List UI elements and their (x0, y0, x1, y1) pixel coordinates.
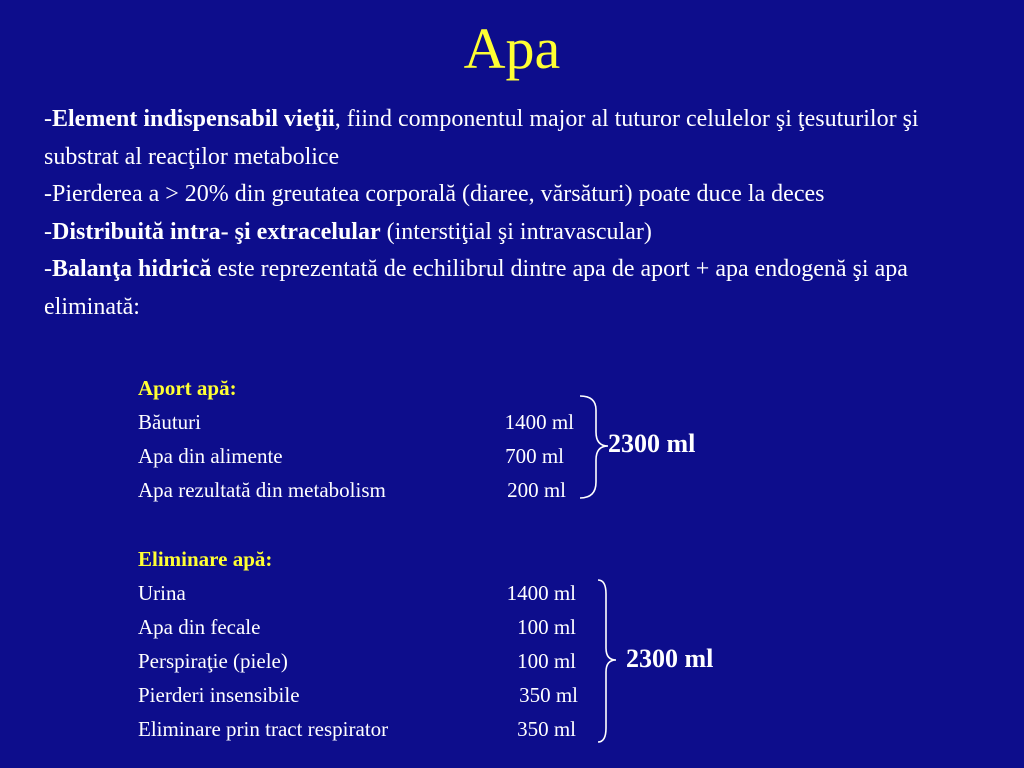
aport-value: 1400 ml (504, 410, 574, 434)
aport-value: 200 ml (507, 478, 566, 502)
eliminare-value: 350 ml (517, 717, 576, 741)
eliminare-brace-icon (598, 580, 616, 742)
eliminare-total: 2300 ml (626, 644, 714, 673)
eliminare-value: 1400 ml (506, 581, 576, 605)
paragraph-bold: Balanţa hidrică (52, 256, 212, 282)
aport-value: 700 ml (505, 444, 564, 468)
eliminare-value: 100 ml (517, 615, 576, 639)
paragraph-rest: , fiind componentul major al tuturor celulelor şi ţesuturilor şi substrat al reacţilor metabolice (44, 106, 919, 170)
dash: - (44, 256, 52, 282)
aport-brace-icon (580, 396, 608, 498)
aport-label: Apa rezultată din metabolism (138, 478, 386, 502)
eliminare-value: 350 ml (519, 683, 578, 707)
eliminare-title: Eliminare apă: (138, 547, 273, 571)
paragraph-bold: Element indispensabil vieţii (52, 106, 335, 132)
slide-title: Apa (463, 16, 561, 81)
paragraph-rest: (interstiţial şi intravascular) (380, 218, 652, 245)
eliminare-label: Apa din fecale (138, 615, 261, 639)
eliminare-label: Urina (138, 581, 186, 605)
eliminare-label: Eliminare prin tract respirator (138, 717, 389, 741)
paragraph-bold: Distribuită intra- şi extracelular (52, 218, 381, 245)
eliminare-value: 100 ml (517, 649, 576, 673)
aport-label: Băuturi (138, 410, 201, 434)
eliminare-label: Perspiraţie (piele) (138, 649, 288, 673)
aport-title: Aport apă: (138, 376, 237, 400)
aport-label: Apa din alimente (138, 444, 283, 468)
dash: - (44, 106, 52, 132)
paragraph-pierderea: -Pierderea a > 20% din greutatea corporală (diaree, vărsături) poate duce la deces (44, 181, 825, 207)
aport-total: 2300 ml (608, 429, 696, 458)
paragraph-rest: este reprezentată de echilibrul dintre apa de aport + apa endogenă şi apa eliminată: (44, 256, 908, 320)
eliminare-label: Pierderi insensibile (138, 683, 300, 707)
dash: - (44, 218, 52, 245)
